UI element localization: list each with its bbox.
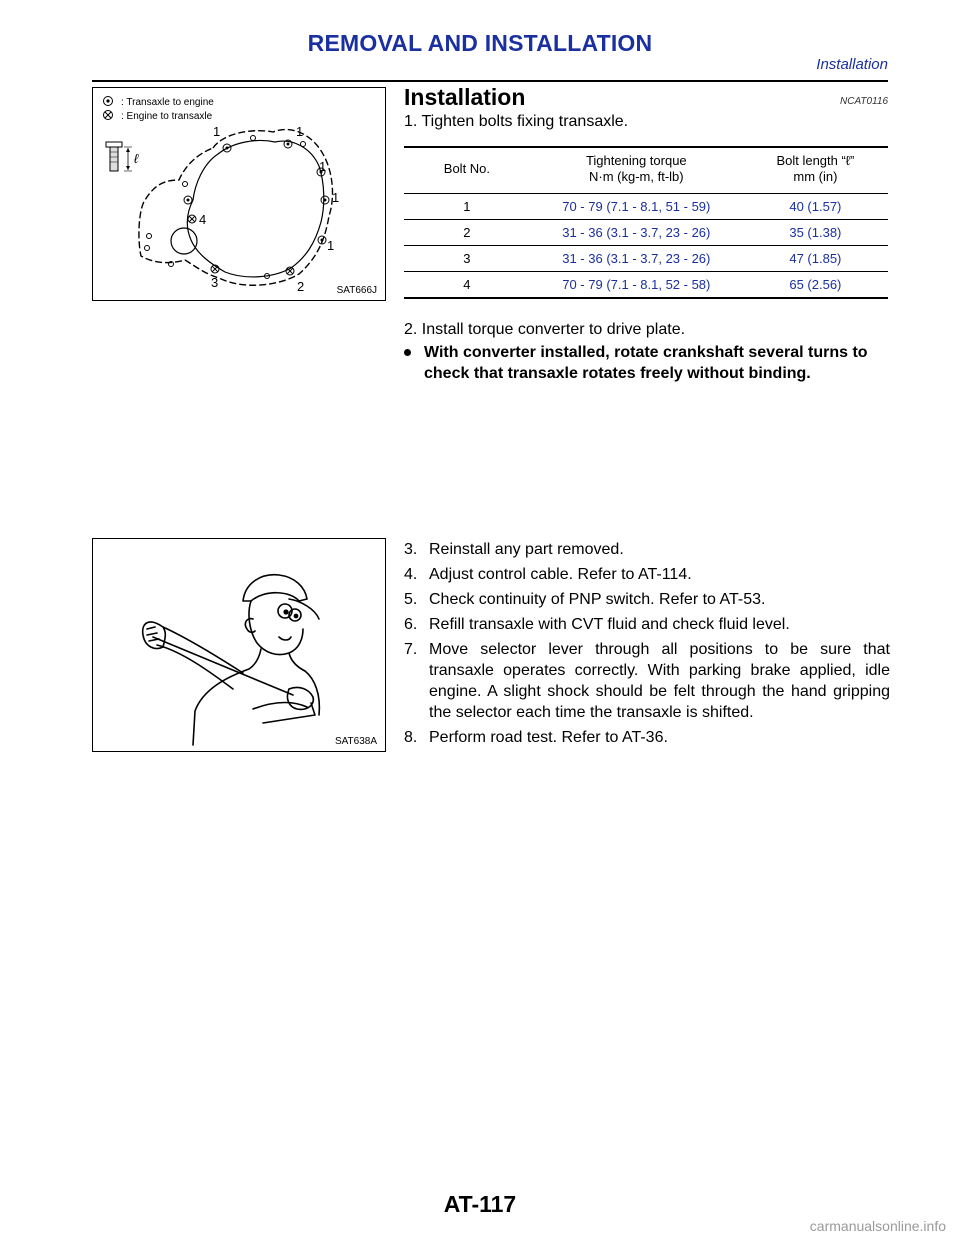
cell-torque: 70 - 79 (7.1 - 8.1, 52 - 58): [562, 277, 711, 292]
bolt-location-figure: [92, 87, 386, 301]
bolt-torque-table: [404, 146, 888, 299]
cell-bolt: 4: [463, 277, 471, 292]
bolt-label: 1: [296, 124, 304, 139]
page-number: AT-117: [443, 1191, 517, 1217]
bullet-icon: [404, 349, 411, 356]
transaxle-housing-outline: [139, 130, 333, 286]
cell-length: 47 (1.85): [789, 251, 842, 266]
legend-engine-to-transaxle: : Engine to transaxle: [121, 111, 213, 122]
caution-note: [404, 342, 894, 384]
cell-bolt: 3: [463, 251, 471, 266]
cell-length: 65 (2.56): [789, 277, 842, 292]
cell-bolt: 1: [463, 199, 471, 214]
header-divider: [92, 80, 888, 82]
housing-inner-outline: [187, 141, 323, 277]
bolt-label: 3: [211, 275, 219, 290]
bolt-dot-icon: [104, 97, 113, 106]
mechanic-illustration: [143, 575, 320, 745]
length-symbol: ℓ: [134, 151, 139, 166]
section-code: NCAT0116: [840, 96, 888, 107]
step-1: 1. Tighten bolts fixing transaxle.: [404, 113, 629, 130]
list-item: 3. Reinstall any part removed.: [404, 541, 624, 558]
figure-code: SAT638A: [334, 736, 377, 747]
figure-code: SAT666J: [336, 285, 377, 296]
list-item: 7. Move selector lever through all positions to be sure that transaxle operates correctly. With parking brake applied, idle engine. A slight shock should be felt through the hand gripping the selector each time the transaxle is shifted.: [404, 641, 890, 721]
header-torque: Tightening torque N·m (kg-m, ft-lb): [585, 153, 687, 184]
bolt-label: 1: [213, 124, 221, 139]
table-row: [404, 220, 888, 246]
table-row: [404, 272, 888, 299]
cell-length: 40 (1.57): [789, 199, 842, 214]
cell-bolt: 2: [463, 225, 471, 240]
header-bolt-no: Bolt No.: [443, 161, 491, 176]
list-item: 6. Refill transaxle with CVT fluid and check fluid level.: [404, 616, 790, 633]
section-title: Installation: [404, 84, 526, 110]
cell-torque: 70 - 79 (7.1 - 8.1, 51 - 59): [562, 199, 711, 214]
header-bolt-length: Bolt length “ℓ” mm (in): [776, 153, 855, 184]
cell-length: 35 (1.38): [789, 225, 842, 240]
legend-transaxle-to-engine: : Transaxle to engine: [121, 97, 214, 108]
bolt-label: 1: [332, 190, 340, 205]
bolt-label: 4: [199, 212, 207, 227]
page-header-title: REMOVAL AND INSTALLATION: [307, 30, 653, 56]
page-header-subtitle: Installation: [816, 56, 888, 73]
table-header-row: [404, 147, 888, 194]
bolt-label: 1: [327, 238, 335, 253]
cell-torque: 31 - 36 (3.1 - 3.7, 23 - 26): [562, 251, 711, 266]
bolt-cross-icon: [104, 111, 113, 120]
housing-opening: [171, 228, 197, 254]
watermark: carmanualsonline.info: [809, 1218, 946, 1234]
list-item: 5. Check continuity of PNP switch. Refer to AT-53.: [404, 591, 766, 608]
list-item: 8. Perform road test. Refer to AT-36.: [404, 729, 668, 746]
table-row: [404, 194, 888, 220]
cell-torque: 31 - 36 (3.1 - 3.7, 23 - 26): [562, 225, 711, 240]
procedure-steps: [404, 539, 890, 752]
list-item: 4. Adjust control cable. Refer to AT-114.: [404, 566, 692, 583]
step-2: 2. Install torque converter to drive plate.: [404, 321, 686, 338]
bolt-length-icon: [106, 142, 132, 171]
bolt-label: 1: [319, 159, 327, 174]
bolt-label: 2: [297, 279, 305, 294]
caution-note-text: With converter installed, rotate crankshaft several turns to check that transaxle rotates freely without binding.: [424, 344, 868, 382]
selector-check-figure: [92, 538, 386, 752]
table-row: [404, 246, 888, 272]
